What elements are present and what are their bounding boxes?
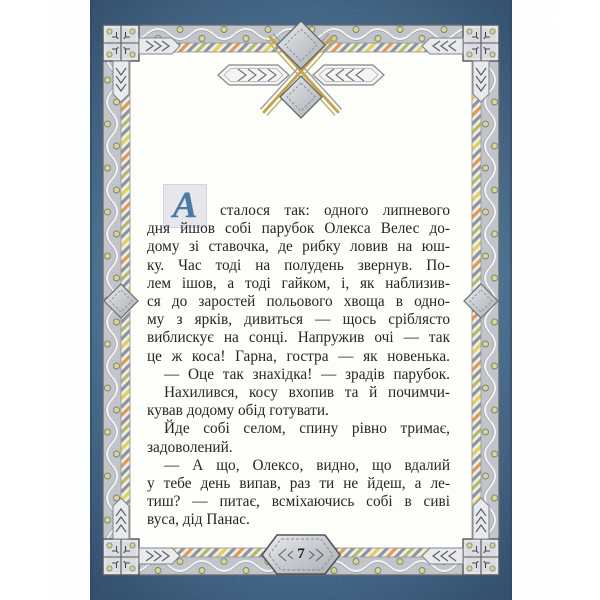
story-line: — Оце так знахідка! — зрадів парубок.: [164, 365, 450, 383]
story-line: дому зі ставочка, де рибку ловив на юш-: [147, 238, 450, 256]
story-line: це ж коса! Гарна, гостра — як новенька.: [147, 347, 450, 365]
story-line: му з ярків, дивиться — щось сріблясто: [147, 311, 450, 329]
story-line: ку. Час тоді на полудень звернув. По-: [147, 256, 450, 274]
story-line: — А що, Олексо, видно, що вдалий: [164, 456, 450, 474]
corner-plate-icon: [463, 25, 499, 61]
story-line: лем ішов, а тоді гайком, і, як наблизив-: [147, 274, 450, 292]
page-number: 7: [297, 546, 305, 562]
story-line: тиш? — питає, всміхаючись собі в сиві: [147, 493, 450, 511]
story-text: [147, 202, 450, 530]
story-line: задоволений.: [147, 438, 233, 456]
story-line: у тебе день випав, раз ти не йдеш, а ле-: [147, 475, 450, 493]
story-line: кував додому обід готувати.: [147, 402, 329, 420]
story-line: Йде собі селом, спину рівно тримає,: [164, 420, 450, 438]
corner-plate-icon: [103, 539, 139, 575]
story-line: виблискує на сонці. Напружив очі — так: [147, 329, 450, 347]
story-line: вуса, дід Панас.: [147, 511, 250, 529]
corner-plate-icon: [103, 25, 139, 61]
corner-plate-icon: [463, 539, 499, 575]
story-line: сталося так: одного липневого: [220, 202, 450, 219]
drop-cap-initial: А: [163, 184, 207, 228]
story-line: Нахилився, косу вхопив та й почимчи-: [164, 384, 450, 402]
story-line: дня йшов собі парубок Олекса Велес до-: [147, 220, 450, 238]
story-line: ся до заростей польового хвоща в одно-: [147, 293, 450, 311]
